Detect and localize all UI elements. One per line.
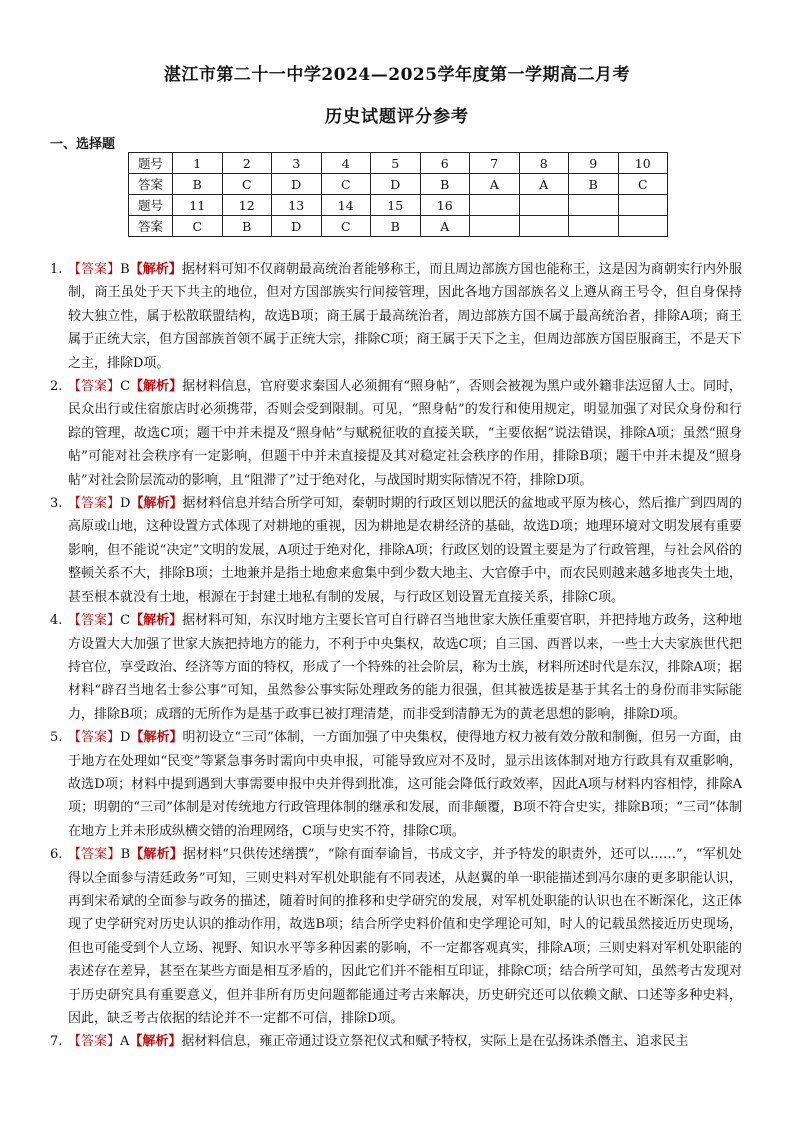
table-cell: C bbox=[173, 216, 223, 237]
answer-tag: 【答案】 bbox=[68, 1034, 121, 1050]
table-row-label: 题号 bbox=[129, 153, 173, 174]
table-cell: C bbox=[321, 174, 371, 195]
answer-tag: 【答案】 bbox=[68, 262, 121, 277]
answer-tag: 【答案】 bbox=[68, 730, 121, 746]
analysis-tag: 【解析】 bbox=[129, 262, 182, 277]
item-number: 4. bbox=[50, 613, 63, 629]
table-cell: 1 bbox=[173, 153, 223, 174]
table-cell bbox=[569, 216, 619, 237]
table-row bbox=[129, 195, 668, 216]
table-cell: 2 bbox=[222, 153, 272, 174]
table-cell bbox=[519, 195, 569, 216]
answer-letter: D bbox=[120, 730, 131, 746]
table-cell: A bbox=[470, 174, 520, 195]
answer-tag: 【答案】 bbox=[68, 613, 121, 629]
explanation-text: 据材料信息，雍正帝通过设立祭祀仪式和赋予特权，实际上是在弘扬诛杀僭主、追求民主 bbox=[181, 1034, 689, 1050]
table-cell: B bbox=[222, 216, 272, 237]
table-row bbox=[129, 153, 668, 174]
answer-letter: C bbox=[120, 613, 131, 629]
answer-letter: C bbox=[120, 379, 131, 395]
table-cell: D bbox=[272, 216, 322, 237]
item-number: 6. bbox=[50, 847, 63, 863]
explanation-text: 据材料信息，官府要求秦国人必须拥有“照身帖”，否则会被视为黑户或外籍非法逗留人士。同时，民众出行或住宿旅店时必须携带，否则会受到限制。可见，“照身帖”的发行和使用规定，明显加强了对民众身份和行踪的管理，故选C项；题干中并未提及“照身帖”与赋税征收的直接关联，“主要依据”说法错误，排除A项；虽然“照身帖”可能对社会秩序有一定影响，但题干中并未直接提及其对稳定社会秩序的作用，排除B项；题干中并未提及“照身帖”对社会阶层流动的影响，且“阻滞了”过于绝对化，与战国时期实际情况不符，排除D项。 bbox=[68, 379, 742, 488]
analysis-tag: 【解析】 bbox=[130, 847, 183, 863]
table-cell: C bbox=[222, 174, 272, 195]
explanation-item-4 bbox=[50, 609, 742, 726]
table-cell: 13 bbox=[272, 195, 322, 216]
answer-table bbox=[128, 152, 668, 237]
table-row bbox=[129, 216, 668, 237]
item-number: 1. bbox=[50, 262, 63, 277]
analysis-tag: 【解析】 bbox=[130, 730, 183, 746]
explanation-item-6 bbox=[50, 843, 742, 1030]
explanation-text: 据材料“只供传述缮撰”，“除有面奉谕旨，书成文字，并予特发的职责外，还可以……”，“军机处得以全面参与清廷政务”可知，三则史料对军机处职能有不同表述，从赵翼的单一职能描述到冯尔康的更多职能认识，再到宋希斌的全面参与政务的描述，随着时间的推移和史学研究的发展，对军机处职能的认识也在不断深化，这正体现了史学研究对历史认识的推动作用，故选B项；结合所学史料价值和史学理论可知，时人的记载虽然接近历史现场，但也可能受到个人立场、视野、知识水平等多种因素的影响，不一定都客观真实，排除A项；三则史料对军机处职能的表述存在差异，甚至在某些方面是相互矛盾的，因此它们并不能相互印证，排除C项；结合所学可知，虽然考古发现对于历史研究具有重要意义，但并非所有历史问题都能通过考古来解决，历史研究还可以依赖文献、口述等多种史料，因此，缺乏考古依据的结论并不一定都不可信，排除D项。 bbox=[68, 847, 742, 1026]
table-cell: 4 bbox=[321, 153, 371, 174]
table-row-label: 答案 bbox=[129, 216, 173, 237]
document-title: 湛江市第二十一中学2024—2025学年度第一学期高二月考 bbox=[163, 65, 631, 85]
explanation-text: 据材料信息并结合所学可知，秦朝时期的行政区划以肥沃的盆地或平原为核心，然后推广到四周的高原或山地，这种设置方式体现了对耕地的重视，因为耕地是农耕经济的基础，故选D项；地理环境对文明发展有重要影响，但不能说“决定”文明的发展，A项过于绝对化，排除A项；行政区划的设置主要是为了行政管理，与社会风俗的整顿关系不大，排除B项；土地兼并是指土地愈来愈集中到少数大地主、大官僚手中，而农民则越来越多地丧失土地，甚至根本就没有土地，根源在于封建土地私有制的发展，与行政区划设置无直接关系，排除C项。 bbox=[68, 496, 742, 605]
explanation-item-2 bbox=[50, 375, 742, 492]
item-number: 2. bbox=[50, 379, 63, 395]
explanation-text: 据材料可知，东汉时地方主要长官可自行辟召当地世家大族任重要官职，并把持地方政务，这种地方设置大大加强了世家大族把持地方的能力，不利于中央集权，故选C项；自三国、西晋以来，一些士大夫家族世代把持官位，享受政治、经济等方面的特权，形成了一个特殊的社会阶层，称为士族，材料所述时代是东汉，排除A项；据材料“辟召当地名士参公事”可知，虽然参公事实际处理政务的能力很强，但其被选拔是基于其名士的身份而非实际能力，排除B项；成瑨的无所作为是基于政事已被打理清楚，而非受到清静无为的黄老思想的影响，排除D项。 bbox=[68, 613, 742, 722]
table-cell: 3 bbox=[272, 153, 322, 174]
table-cell bbox=[470, 216, 520, 237]
table-cell: C bbox=[321, 216, 371, 237]
table-cell: 16 bbox=[420, 195, 470, 216]
answer-tag: 【答案】 bbox=[68, 379, 121, 395]
explanation-item-3 bbox=[50, 492, 742, 609]
table-cell: 15 bbox=[371, 195, 421, 216]
answer-letter: D bbox=[120, 496, 131, 512]
table-cell: B bbox=[420, 174, 470, 195]
explanation-item-5 bbox=[50, 726, 742, 843]
answer-tag: 【答案】 bbox=[68, 496, 121, 512]
document-subtitle: 历史试题评分参考 bbox=[325, 107, 469, 127]
table-cell: 10 bbox=[618, 153, 668, 174]
explanation-text: 明初设立“三司”体制，一方面加强了中央集权，使得地方权力被有效分散和制衡，但另一方面，由于地方在处理如“民变”等紧急事务时需向中央申报，可能导致应对不及时，显示出该体制对地方行政具有双重影响，故选D项；材料中提到遇到大事需要申报中央并得到批准，这可能会降低行政效率，因此A项与材料内容相悖，排除A项；明朝的“三司”体制是对传统地方行政管理体制的继承和发展，而非颠覆，B项不符合史实，排除B项；“三司”体制在地方上并未形成纵横交错的治理网络，C项与史实不符，排除C项。 bbox=[68, 730, 742, 839]
table-cell: C bbox=[618, 174, 668, 195]
table-cell: 12 bbox=[222, 195, 272, 216]
table-cell: B bbox=[371, 216, 421, 237]
table-cell: 9 bbox=[569, 153, 619, 174]
analysis-tag: 【解析】 bbox=[130, 496, 183, 512]
analysis-tag: 【解析】 bbox=[130, 379, 183, 395]
table-cell bbox=[519, 216, 569, 237]
answer-letter: B bbox=[120, 847, 131, 863]
explanation-item-7 bbox=[50, 1030, 742, 1053]
table-cell bbox=[569, 195, 619, 216]
item-number: 3. bbox=[50, 496, 63, 512]
table-cell: 7 bbox=[470, 153, 520, 174]
answer-letter: B bbox=[120, 262, 130, 277]
table-cell: 14 bbox=[321, 195, 371, 216]
table-cell: D bbox=[371, 174, 421, 195]
answer-tag: 【答案】 bbox=[68, 847, 121, 863]
table-cell: D bbox=[272, 174, 322, 195]
analysis-tag: 【解析】 bbox=[129, 1034, 182, 1050]
explanation-text: 据材料可知不仅商朝最高统治者能够称王，而且周边部族方国也能称王，这是因为商朝实行内外服制，商王虽处于天下共主的地位，但对方国部族实行间接管理，因此各地方国部族名义上遵从商王号令，但自身保持较大独立性，属于松散联盟结构，故选B项；商王属于最高统治者，周边部族方国不属于最高统治者，排除A项；商王属于正统大宗，但方国部族首领不属于正统大宗，排除C项；商王属于天下之主，但周边部族方国臣服商王，不是天下之主，排除D项。 bbox=[68, 262, 742, 371]
table-cell: 6 bbox=[420, 153, 470, 174]
table-cell: 5 bbox=[371, 153, 421, 174]
table-cell bbox=[618, 195, 668, 216]
table-cell bbox=[470, 195, 520, 216]
table-row bbox=[129, 174, 668, 195]
explanation-item-1 bbox=[50, 258, 742, 375]
table-cell: 8 bbox=[519, 153, 569, 174]
answer-letter: A bbox=[120, 1034, 130, 1050]
table-row-label: 答案 bbox=[129, 174, 173, 195]
table-cell: A bbox=[519, 174, 569, 195]
table-cell bbox=[618, 216, 668, 237]
table-cell: 11 bbox=[173, 195, 223, 216]
analysis-tag: 【解析】 bbox=[130, 613, 183, 629]
table-cell: B bbox=[173, 174, 223, 195]
table-row-label: 题号 bbox=[129, 195, 173, 216]
section-heading: 一、选择题 bbox=[50, 137, 116, 152]
item-number: 7. bbox=[50, 1034, 63, 1050]
explanation-list bbox=[50, 258, 742, 1054]
table-cell: B bbox=[569, 174, 619, 195]
table-cell: A bbox=[420, 216, 470, 237]
item-number: 5. bbox=[50, 730, 63, 746]
